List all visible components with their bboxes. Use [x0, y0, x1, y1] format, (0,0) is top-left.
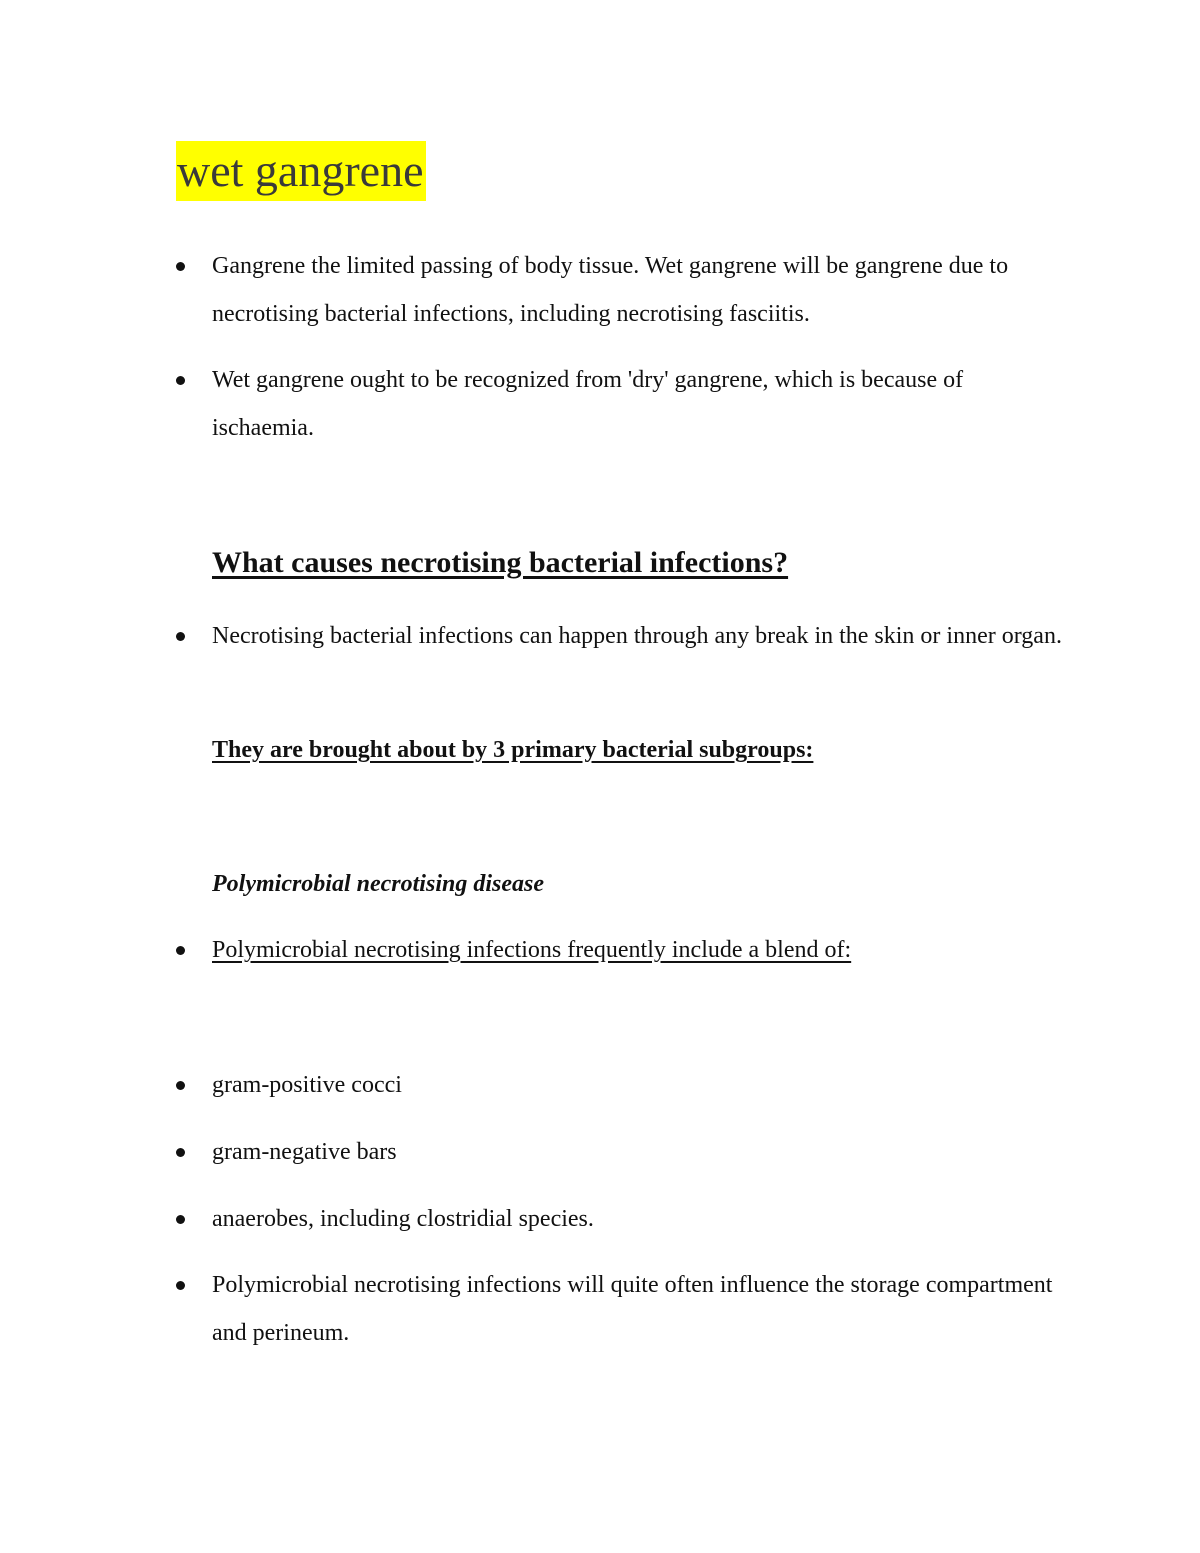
list-item-text: Gangrene the limited passing of body tissue. Wet gangrene will be gangrene due to necrotising bacterial infections, including necrotising fasciitis.: [212, 253, 1009, 327]
bullet-icon: [176, 946, 185, 955]
bullet-icon: [176, 376, 185, 385]
list-item: [176, 1261, 1066, 1357]
bullet-icon: [176, 1281, 185, 1290]
list-item-text: anaerobes, including clostridial species.: [212, 1206, 594, 1232]
list-item: [176, 926, 1066, 974]
list-item: [176, 1061, 1066, 1109]
bullet-icon: [176, 632, 185, 641]
bullet-icon: [176, 1081, 185, 1090]
bullet-icon: [176, 1148, 185, 1157]
list-item-text: Wet gangrene ought to be recognized from 'dry' gangrene, which is because of ischaemia.: [212, 367, 964, 441]
document-title: wet gangrene: [176, 141, 426, 201]
list-item: [176, 356, 1066, 452]
list-item-text: gram-positive cocci: [212, 1072, 402, 1098]
polymicrobial-heading: Polymicrobial necrotising disease: [212, 871, 544, 897]
section-heading: What causes necrotising bacterial infections?: [212, 546, 789, 579]
list-item: [176, 242, 1066, 338]
bullet-icon: [176, 1215, 185, 1224]
list-item: [176, 612, 1066, 660]
list-item-text: Necrotising bacterial infections can happen through any break in the skin or inner organ.: [212, 623, 1062, 649]
list-item: [176, 1128, 1066, 1176]
bullet-icon: [176, 262, 185, 271]
subgroups-heading: They are brought about by 3 primary bacterial subgroups:: [212, 737, 814, 763]
list-item: [176, 1195, 1066, 1243]
list-item-text: gram-negative bars: [212, 1139, 397, 1165]
list-item-text: Polymicrobial necrotising infections frequently include a blend of:: [212, 937, 852, 963]
list-item-text: Polymicrobial necrotising infections will quite often influence the storage compartment and perineum.: [212, 1272, 1053, 1346]
